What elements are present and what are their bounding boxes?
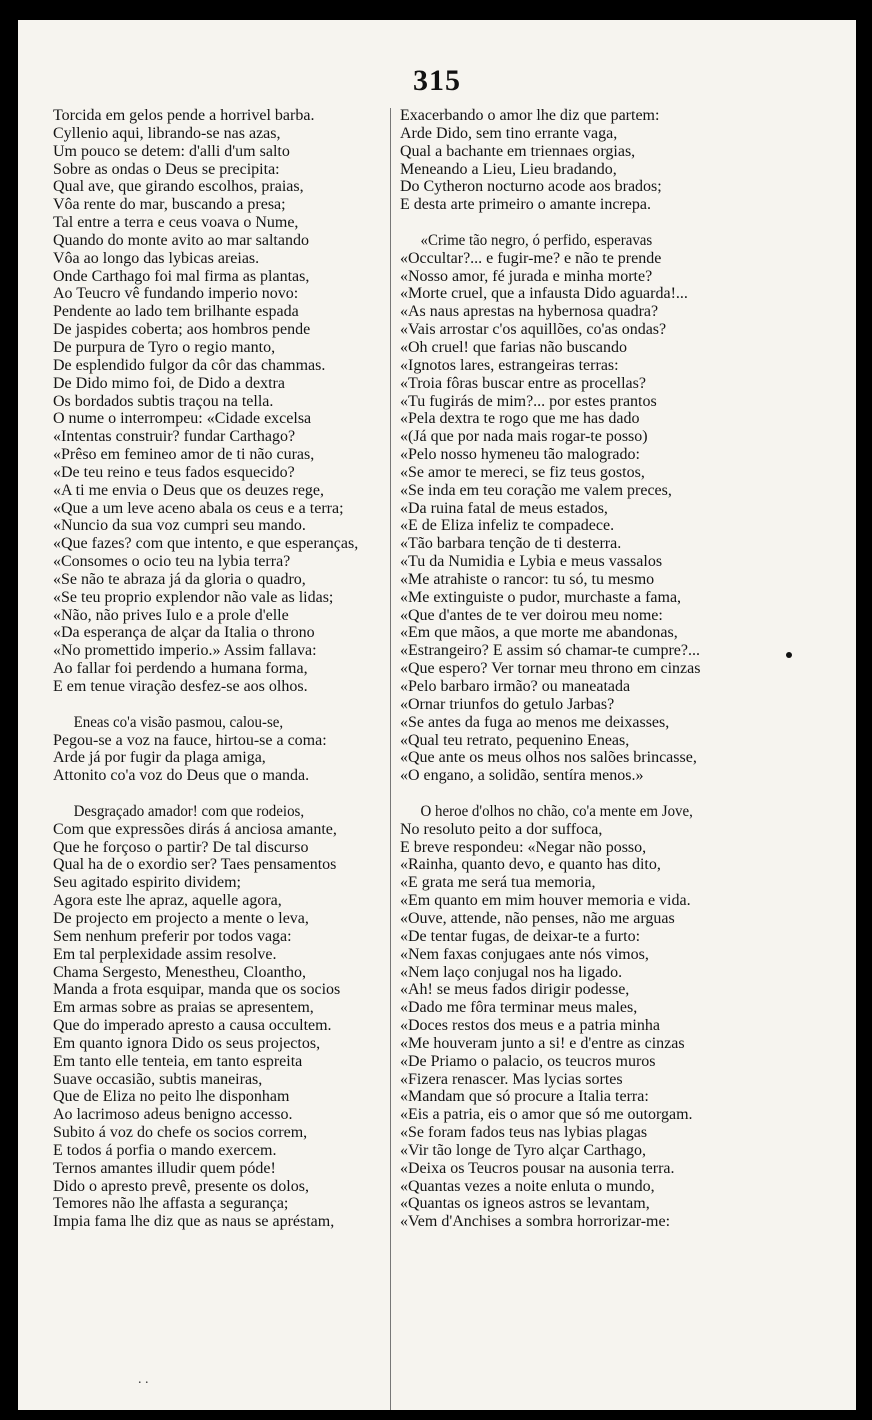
verse-line: Ao Teucro vê fundando imperio novo: [53,285,299,303]
verse-line: «Em que mãos, a que morte me abandonas, [400,624,678,642]
verse-line: E todos á porfia o mando exercem. [53,1141,277,1159]
verse-line: «Que ante os meus olhos nos salões brincasse, [400,749,697,767]
verse-line: «Me atrahiste o rancor: tu só, tu mesmo [400,570,655,588]
verse-line: Vôa ao longo das lybicas areias. [53,249,260,267]
verse-line: Desgraçado amador! com que rodeios, [73,802,305,820]
verse-line: «Eis a patria, eis o amor que só me outorgam. [400,1106,693,1124]
verse-line: «Rainha, quanto devo, e quanto has dito, [400,856,661,874]
verse-line: «Dado me fôra terminar meus males, [400,999,638,1017]
verse-line: Seu agitado espirito dividem; [53,874,241,892]
verse-line: De esplendido fulgor da côr das chammas. [53,356,326,374]
verse-line: Quando do monte avito ao mar saltando [53,231,309,249]
right-text-column [400,107,730,1231]
verse-line: Chama Sergesto, Menestheu, Cloantho, [53,963,306,981]
verse-line: «Que espero? Ver tornar meu throno em cinzas [400,660,701,678]
verse-line: Eneas co'a visão pasmou, calou-se, [73,713,284,731]
book-page [18,20,856,1410]
verse-line: Qual ave, que girando escolhos, praias, [53,178,304,196]
verse-line: «(Já que por nada mais rogar-te posso) [400,428,648,446]
verse-line: Qual ha de o exordio ser? Taes pensamentos [53,856,337,874]
verse-line: De purpura de Tyro o regio manto, [53,338,276,356]
verse-line: Do Cytheron nocturno acode aos brados; [400,178,662,196]
verse-line: «Da ruina fatal de meus estados, [400,499,608,517]
verse-line: Temores não lhe affasta a segurança; [53,1195,289,1213]
verse-line: «Pela dextra te rogo que me has dado [400,410,640,428]
left-text-column [53,107,393,1231]
verse-line: Ao lacrimoso adeus benigno accesso. [53,1106,293,1124]
verse-line: Tal entre a terra e ceus voava o Nume, [53,214,299,232]
verse-line: «Se foram fados teus nas lybias plagas [400,1124,648,1142]
verse-line: «Quantas os igneos astros se levantam, [400,1195,650,1213]
verse-line: Meneando a Lieu, Lieu bradando, [400,160,617,178]
verse-line: «Deixa os Teucros pousar na ausonia terra. [400,1159,675,1177]
verse-line: Exacerbando o amor lhe diz que partem: [400,107,660,124]
verse-line: E em tenue viração desfez-se aos olhos. [53,678,308,695]
verse-line: «Tu fugirás de mim?... por estes prantos [400,392,657,410]
verse-line: Ternos amantes illudir quem póde! [53,1159,276,1177]
verse-line: Que he forçoso o partir? De tal discurso [53,838,309,856]
verse-line: Arde já por fugir da plaga amiga, [53,749,266,767]
verse-line: Vôa rente do mar, buscando a presa; [53,196,286,214]
verse-line: «Ah! se meus fados dirigir podesse, [400,981,630,999]
verse-line: «Vais arrostar c'os aquillões, co'as ondas? [400,321,667,339]
verse-line: Em armas sobre as praias se apresentem, [53,999,314,1017]
verse-line: Que do imperado apresto a causa occultem. [53,1017,332,1035]
stanza-break [53,696,393,714]
verse-line: «Se teu proprio explendor não vale as lidas; [53,588,334,606]
verse-line: Impia fama lhe diz que as naus se apréstam, [53,1213,335,1231]
verse-line: «Que fazes? com que intento, e que esperanças, [53,535,359,553]
verse-line: «Se amor te mereci, se fiz teus gostos, [400,463,645,481]
verse-line: «Ornar triunfos do getulo Jarbas? [400,695,615,713]
verse-line: «Crime tão negro, ó perfido, esperavas [420,231,653,249]
verse-line: De Dido mimo foi, de Dido a dextra [53,374,285,392]
verse-line: «A ti me envia o Deus que os deuzes rege, [53,481,325,499]
verse-line: Em tal perplexidade assim resolve. [53,945,277,963]
verse-line: Cyllenio aqui, librando-se nas azas, [53,124,281,142]
verse-line: Ao fallar foi perdendo a humana forma, [53,660,308,678]
verse-line: «As naus aprestas na hybernosa quadra? [400,303,659,321]
verse-line: Que de Eliza no peito lhe disponham [53,1088,290,1106]
verse-line: «De tentar fugas, de deixar-te a furto: [400,927,641,945]
verse-line: «Pelo nosso hymeneu tão malogrado: [400,446,640,464]
verse-line: «Occultar?... e fugir-me? e não te prende [400,249,662,267]
verse-line: «Troia fôras buscar entre as procellas? [400,374,646,392]
page-number: 315 [413,64,461,97]
verse-line: «Pelo barbaro irmão? ou maneatada [400,678,631,695]
verse-line: «Se não te abraza já da gloria o quadro, [53,570,306,588]
verse-line: Dido o apresto prevê, presente os dolos, [53,1177,309,1195]
verse-line: «Vir tão longe de Tyro alçar Carthago, [400,1141,646,1159]
verse-line: «Vem d'Anchises a sombra horrorizar-me: [400,1213,671,1231]
verse-line: «Ouve, attende, não penses, não me arguas [400,909,675,927]
verse-line: Subito á voz do chefe os socios correm, [53,1124,308,1142]
verse-line: De jaspides coberta; aos hombros pende [53,321,311,339]
verse-line: Agora este lhe apraz, aquelle agora, [53,892,282,910]
verse-line: Suave occasião, subtis maneiras, [53,1070,263,1088]
verse-line: «De Priamo o palacio, os teucros muros [400,1052,656,1070]
verse-line: «Não, não prives Iulo e a prole d'elle [53,606,289,624]
verse-line: «Tu da Numidia e Lybia e meus vassalos [400,553,663,571]
verse-line: Os bordados subtis traçou na tella. [53,392,274,410]
verse-line: «Consomes o ocio teu na lybia terra? [53,553,291,571]
verse-line: E desta arte primeiro o amante increpa. [400,196,651,214]
verse-line: «Da esperança de alçar da Italia o throno [53,624,315,642]
footer-mark: . . [138,1372,149,1387]
verse-line: «Estrangeiro? E assim só chamar-te cumpre?... [400,642,701,660]
verse-line: «Quantas vezes a noite enluta o mundo, [400,1177,655,1195]
verse-line: «O engano, a solidão, sentíra menos.» [400,767,644,785]
verse-line: «Fizera renascer. Mas lycias sortes [400,1070,623,1088]
stanza-break [400,214,730,232]
verse-line: Com que expressões dirás á anciosa amante, [53,820,337,838]
verse-line: «De teu reino e teus fados esquecido? [53,463,295,481]
verse-line: «E grata me será tua memoria, [400,874,596,892]
ink-blot [786,652,792,658]
verse-line: «Oh cruel! que farias não buscando [400,338,628,356]
verse-line: «Tão barbara tenção de ti desterra. [400,535,622,553]
stanza-break [400,785,730,803]
verse-line: «Em quanto em mim houver memoria e vida. [400,892,691,910]
verse-line: «Ignotos lares, estrangeiras terras: [400,356,619,374]
verse-line: «Qual teu retrato, pequenino Eneas, [400,731,630,749]
verse-line: «Doces restos dos meus e a patria minha [400,1017,660,1035]
verse-line: Sem nenhum preferir por todos vaga: [53,927,292,945]
verse-line: «Mandam que só procure a Italia terra: [400,1088,649,1106]
verse-line: Manda a frota esquipar, manda que os socios [53,981,341,999]
verse-line: «Se antes da fuga ao menos me deixasses, [400,713,670,731]
verse-line: O heroe d'olhos no chão, co'a mente em Jove, [420,802,693,820]
verse-line: Attonito co'a voz do Deus que o manda. [53,767,310,785]
verse-line: De projecto em projecto a mente o leva, [53,909,309,927]
verse-line: Em quanto ignora Dido os seus projectos, [53,1034,321,1052]
verse-line: «No promettido imperio.» Assim fallava: [53,642,317,660]
verse-line: Em tanto elle tenteia, em tanto espreita [53,1052,303,1070]
verse-line: «Se inda em teu coração me valem preces, [400,481,672,499]
verse-line: «Que a um leve aceno abala os ceus e a terra; [53,499,344,517]
verse-line: Arde Dido, sem tino errante vaga, [400,124,618,142]
verse-line: «Prêso em femineo amor de ti não curas, [53,446,315,464]
verse-line: «Nosso amor, fé jurada e minha morte? [400,267,653,285]
verse-line: No resoluto peito a dor suffoca, [400,820,603,838]
verse-line: «Me houveram junto a si! e d'entre as cinzas [400,1034,685,1052]
verse-line: O nume o interrompeu: «Cidade excelsa [53,410,312,428]
verse-line: E breve respondeu: «Negar não posso, [400,838,647,856]
verse-line: «Nem faxas conjugaes ante nós vimos, [400,945,649,963]
verse-line: «Intentas construir? fundar Carthago? [53,428,296,446]
verse-line: «Que d'antes de te ver doirou meu nome: [400,606,663,624]
verse-line: «Nem laço conjugal nos ha ligado. [400,963,623,981]
verse-line: Pendente ao lado tem brilhante espada [53,303,299,321]
verse-line: Pegou-se a voz na fauce, hirtou-se a coma: [53,731,327,749]
stanza-break [53,785,393,803]
verse-line: «E de Eliza infeliz te compadece. [400,517,615,535]
verse-line: Um pouco se detem: d'alli d'um salto [53,142,290,160]
verse-line: Qual a bachante em triennaes orgias, [400,142,636,160]
verse-line: Torcida em gelos pende a horrivel barba. [53,107,315,124]
verse-line: «Morte cruel, que a infausta Dido aguarda!... [400,285,688,303]
verse-line: «Nuncio da sua voz cumpri seu mando. [53,517,306,535]
verse-line: «Me extinguiste o pudor, murchaste a fama, [400,588,682,606]
verse-line: Onde Carthago foi mal firma as plantas, [53,267,310,285]
verse-line: Sobre as ondas o Deus se precipita: [53,160,280,178]
